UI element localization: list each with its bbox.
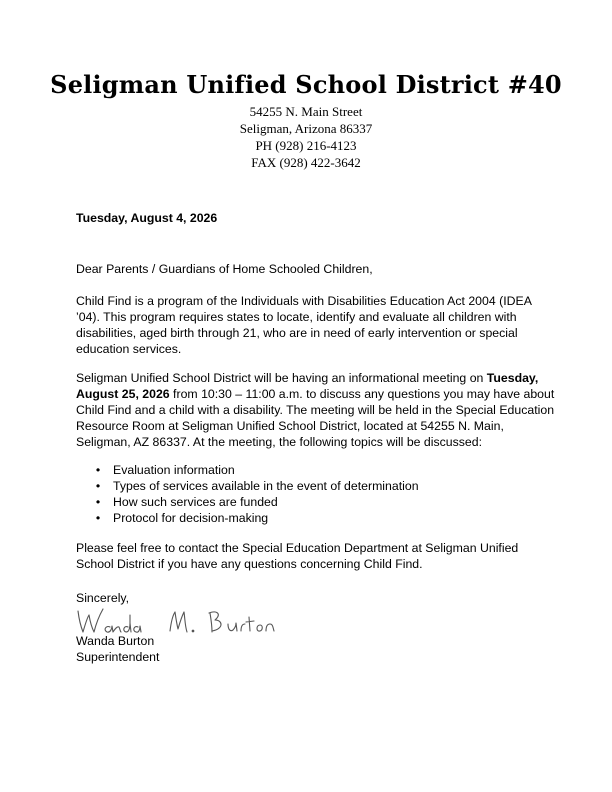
paragraph-meeting-text [76,370,556,450]
address-street: 54255 N. Main Street [249,104,363,119]
list-item [76,478,556,494]
fax-number: FAX (928) 422-3642 [251,155,361,170]
list-item [76,462,556,478]
signer-title: Superintendent [76,650,160,664]
meeting-details-text: from 10:30 – 11:00 a.m. to discuss any questions you may have about Child Find and a child with a disability. The meeting will be held in the Special Education Resource Room at Seligman Unified School District, located at 54255 N. Main, Seligman, AZ 86337. At the meeting, the following topics will be discussed: [76,387,555,449]
paragraph-contact-text: Please feel free to contact the Special Education Department at Seligman Unified School District if you have any questions concerning Child Find. [76,541,519,571]
salutation: Dear Parents / Guardians of Home Schooled Children, [76,262,373,276]
meeting-lead-text: Seligman Unified School District will be having an informational meeting on [76,371,487,385]
district-title: Seligman Unified School District #40 [50,70,562,99]
meeting-date: Tuesday, August 25, 2026 [76,371,539,401]
bullet-icon: • [95,479,101,493]
topics-list [76,462,556,526]
paragraph-contact [76,540,556,572]
phone-number: PH (928) 216-4123 [255,138,357,153]
letterhead-address [0,103,612,171]
closing: Sincerely, [76,591,130,605]
list-item [76,494,556,510]
topic-text: Evaluation information [113,463,235,477]
bullet-icon: • [95,463,101,477]
list-item [76,510,556,526]
topic-text: Types of services available in the event of determination [113,479,419,493]
signer-block [76,633,556,665]
signer-name: Wanda Burton [76,634,155,648]
bullet-icon: • [95,495,101,509]
paragraph-meeting [76,370,556,450]
paragraph-child-find-text: Child Find is a program of the Individuals with Disabilities Education Act 2004 (IDEA ’04). This program requires states to locate, identify and evaluate all children with disabilities, aged birth through 21, who are in need of early intervention or special education services. [76,294,532,356]
bullet-icon: • [95,511,101,525]
topic-text: Protocol for decision-making [113,511,269,525]
letter-date: Tuesday, August 4, 2026 [76,211,218,225]
topic-text: How such services are funded [113,495,278,509]
address-city: Seligman, Arizona 86337 [239,121,373,136]
handwritten-signature [70,603,310,637]
paragraph-child-find [76,293,556,357]
